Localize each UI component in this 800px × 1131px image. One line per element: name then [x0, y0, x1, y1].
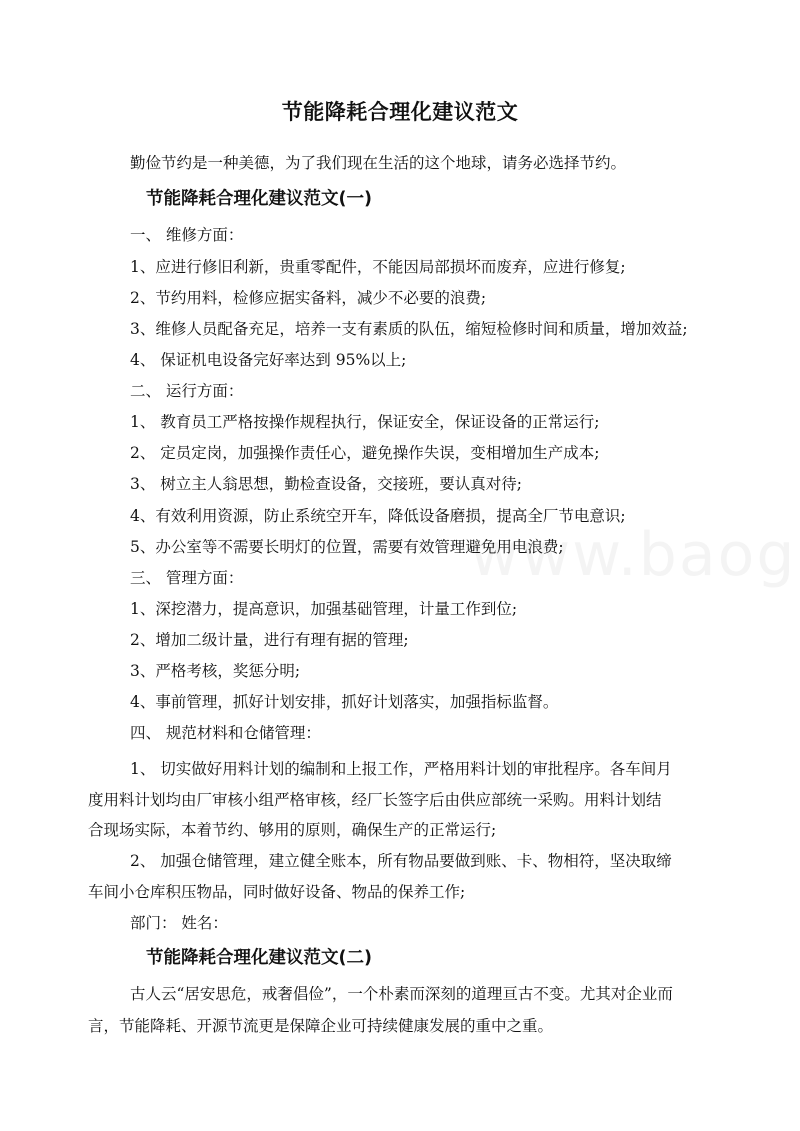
paragraph-line: 古人云“居安思危，戒奢倡俭”，一个朴素而深刻的道理亘古不变。尤其对企业而: [130, 985, 673, 1003]
paragraph-line: 合现场实际，本着节约、够用的原则，确保生产的正常运行;: [88, 821, 497, 839]
document-title: 节能降耗合理化建议范文: [281, 100, 519, 124]
list-item: 3、维修人员配备充足，培养一支有素质的队伍，缩短检修时间和质量，增加效益;: [130, 320, 688, 338]
intro-paragraph: 勤俭节约是一种美德，为了我们现在生活的这个地球，请务必选择节约。: [130, 154, 627, 172]
list-item: 4、 保证机电设备完好率达到 95%以上;: [130, 351, 407, 369]
heading-maintenance: 一、 维修方面：: [130, 226, 244, 244]
department-name-line: 部门： 姓名：: [130, 914, 228, 932]
section-1-heading: 节能降耗合理化建议范文(一): [146, 189, 372, 209]
list-item: 3、 树立主人翁思想，勤检查设备，交接班，要认真对待;: [130, 475, 523, 493]
paragraph-line: 1、 切实做好用料计划的编制和上报工作，严格用料计划的审批程序。各车间月: [130, 760, 672, 778]
list-item: 2、节约用料，检修应据实备料，减少不必要的浪费;: [130, 289, 487, 307]
section-2-heading: 节能降耗合理化建议范文(二): [146, 948, 372, 968]
list-item: 1、应进行修旧利新，贵重零配件，不能因局部损坏而废弃，应进行修复;: [130, 258, 626, 276]
list-item: 3、严格考核，奖惩分明;: [130, 662, 301, 680]
paragraph-line: 言，节能降耗、开源节流更是保障企业可持续健康发展的重中之重。: [88, 1017, 554, 1035]
paragraph-line: 度用料计划均由厂审核小组严格审核，经厂长签字后由供应部统一采购。用料计划结: [88, 791, 662, 809]
list-item: 1、 教育员工严格按操作规程执行，保证安全，保证设备的正常运行;: [130, 413, 600, 431]
list-item: 2、 定员定岗，加强操作责任心，避免操作失误，变相增加生产成本;: [130, 444, 600, 462]
paragraph-line: 车间小仓库积压物品，同时做好设备、物品的保养工作;: [88, 883, 466, 901]
list-item: 4、有效利用资源，防止系统空开车，降低设备磨损，提高全厂节电意识;: [130, 507, 626, 525]
heading-operation: 二、 运行方面：: [130, 382, 244, 400]
heading-management: 三、 管理方面：: [130, 569, 244, 587]
paragraph-line: 2、 加强仓储管理，建立健全账本，所有物品要做到账、卡、物相符，坚决取缔: [130, 852, 672, 870]
list-item: 5、办公室等不需要长明灯的位置，需要有效管理避免用电浪费;: [130, 538, 564, 556]
list-item: 2、增加二级计量，进行有理有据的管理;: [130, 631, 409, 649]
list-item: 1、深挖潜力，提高意识，加强基础管理，计量工作到位;: [130, 600, 518, 618]
heading-materials: 四、 规范材料和仓储管理：: [130, 724, 321, 742]
list-item: 4、事前管理，抓好计划安排，抓好计划落实，加强指标监督。: [130, 693, 559, 711]
